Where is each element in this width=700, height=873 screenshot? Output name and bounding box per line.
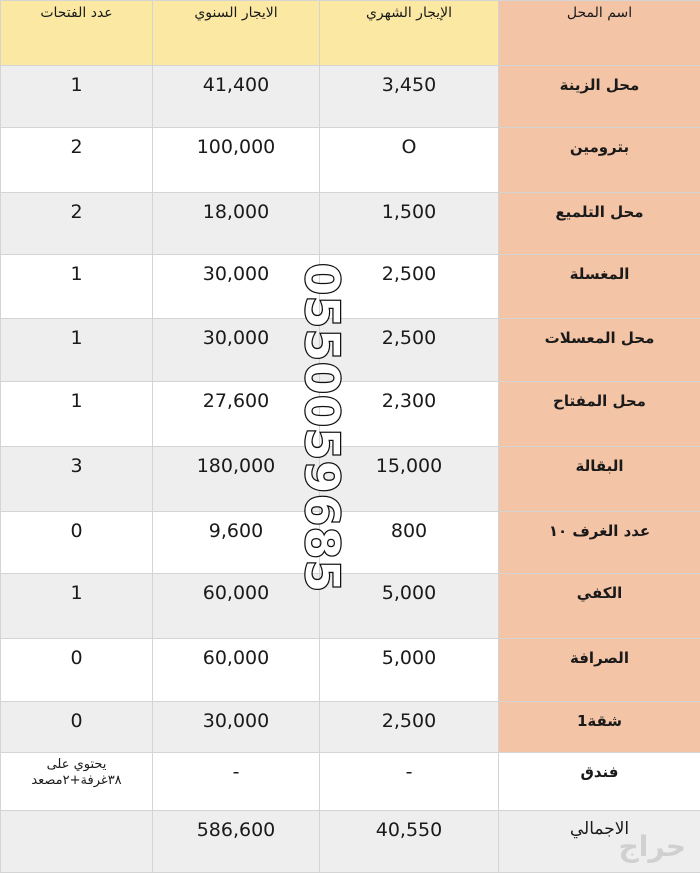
table-row — [1, 447, 700, 512]
annual-rent-cell — [153, 66, 320, 128]
annual-rent-cell — [153, 128, 320, 193]
total-annual-cell-text: 586,600 — [153, 811, 319, 841]
shop-name-cell-text: 1شقة — [499, 702, 700, 730]
shop-name-cell-text: المغسلة — [499, 255, 700, 283]
watermark-logo: حراج — [619, 830, 686, 863]
total-annual-cell — [153, 811, 320, 873]
table-row — [1, 128, 700, 193]
monthly-rent-cell-text: 2,500 — [320, 702, 498, 732]
annual-rent-cell — [153, 193, 320, 255]
header-monthly: الإيجار الشهري — [320, 1, 499, 66]
shop-name-cell — [499, 447, 700, 512]
header-row — [1, 1, 700, 66]
count-cell — [1, 319, 153, 382]
total-count-cell — [1, 811, 153, 873]
annual-rent-cell-text: 30,000 — [153, 255, 319, 285]
table-row — [1, 319, 700, 382]
total-monthly-cell — [320, 811, 499, 873]
shop-name-cell-text: الصرافة — [499, 639, 700, 667]
monthly-rent-cell-text: 5,000 — [320, 639, 498, 669]
monthly-rent-cell-text: 1,500 — [320, 193, 498, 223]
count-cell-text: 1 — [1, 382, 152, 412]
shop-name-cell — [499, 382, 700, 447]
shop-name-cell-text: محل المفتاح — [499, 382, 700, 410]
shop-name-cell — [499, 193, 700, 255]
table-row — [1, 639, 700, 702]
monthly-rent-cell-text: 2,500 — [320, 255, 498, 285]
table-row — [1, 574, 700, 639]
header-annual: الايجار السنوي — [153, 1, 320, 66]
shop-name-cell — [499, 639, 700, 702]
table-row — [1, 255, 700, 319]
count-cell — [1, 574, 153, 639]
hotel-annual-cell — [153, 753, 320, 811]
count-cell-text: 0 — [1, 639, 152, 669]
annual-rent-cell-text: 60,000 — [153, 574, 319, 604]
monthly-rent-cell-text: 2,500 — [320, 319, 498, 349]
count-cell-text: 1 — [1, 574, 152, 604]
count-cell — [1, 702, 153, 753]
count-cell — [1, 512, 153, 574]
table-row — [1, 512, 700, 574]
monthly-rent-cell-text: 3,450 — [320, 66, 498, 96]
monthly-rent-cell — [320, 193, 499, 255]
annual-rent-cell-text: 60,000 — [153, 639, 319, 669]
total-row — [1, 811, 700, 873]
shop-name-cell — [499, 702, 700, 753]
shop-name-cell-text: محل التلميع — [499, 193, 700, 221]
shop-name-cell — [499, 512, 700, 574]
monthly-rent-cell-text: 2,300 — [320, 382, 498, 412]
hotel-row — [1, 753, 700, 811]
table-row — [1, 702, 700, 753]
annual-rent-cell-text: 30,000 — [153, 319, 319, 349]
count-cell-text: 0 — [1, 512, 152, 542]
hotel-note-cell — [1, 753, 153, 811]
header-count: عدد الفتحات — [1, 1, 153, 66]
header-name: اسم المحل — [499, 1, 700, 66]
count-cell — [1, 255, 153, 319]
shop-name-cell-text: عدد الغرف ١٠ — [499, 512, 700, 540]
table-row — [1, 193, 700, 255]
shop-name-cell-text: بترومين — [499, 128, 700, 156]
hotel-monthly-cell — [320, 753, 499, 811]
count-cell-text: 1 — [1, 319, 152, 349]
annual-rent-cell-text: 30,000 — [153, 702, 319, 732]
annual-rent-cell-text: 9,600 — [153, 512, 319, 542]
table-row — [1, 66, 700, 128]
shop-name-cell-text: محل الزينة — [499, 66, 700, 94]
annual-rent-cell-text: 18,000 — [153, 193, 319, 223]
monthly-rent-cell-text: 5,000 — [320, 574, 498, 604]
count-cell — [1, 193, 153, 255]
count-cell — [1, 66, 153, 128]
shop-name-cell — [499, 128, 700, 193]
hotel-name-cell — [499, 753, 700, 811]
monthly-rent-cell-text: 800 — [320, 512, 498, 542]
count-cell — [1, 128, 153, 193]
count-cell-text: 2 — [1, 193, 152, 223]
monthly-rent-cell — [320, 66, 499, 128]
count-cell — [1, 382, 153, 447]
table-row — [1, 382, 700, 447]
annual-rent-cell-text: 27,600 — [153, 382, 319, 412]
count-cell-text: 1 — [1, 255, 152, 285]
monthly-rent-cell-text: O — [320, 128, 498, 158]
count-cell — [1, 447, 153, 512]
hotel-annual-cell-text: - — [153, 753, 319, 783]
shop-name-cell — [499, 574, 700, 639]
count-cell-text: 0 — [1, 702, 152, 732]
monthly-rent-cell-text: 15,000 — [320, 447, 498, 477]
monthly-rent-cell — [320, 639, 499, 702]
count-cell-text: 3 — [1, 447, 152, 477]
shop-name-cell — [499, 255, 700, 319]
total-name-cell-text: الاجمالي — [499, 811, 700, 839]
shop-name-cell — [499, 319, 700, 382]
annual-rent-cell-text: 100,000 — [153, 128, 319, 158]
annual-rent-cell — [153, 702, 320, 753]
annual-rent-cell — [153, 639, 320, 702]
shop-name-cell — [499, 66, 700, 128]
total-count-cell-text — [1, 811, 152, 819]
shop-name-cell-text: البقالة — [499, 447, 700, 475]
count-cell — [1, 639, 153, 702]
hotel-monthly-cell-text: - — [320, 753, 498, 783]
annual-rent-cell-text: 41,400 — [153, 66, 319, 96]
annual-rent-cell-text: 180,000 — [153, 447, 319, 477]
count-cell-text: 1 — [1, 66, 152, 96]
total-monthly-cell-text: 40,550 — [320, 811, 498, 841]
shop-name-cell-text: محل المعسلات — [499, 319, 700, 347]
hotel-note-cell-text: يحتوي على ٣٨غرفة+٢مصعد — [1, 753, 152, 789]
count-cell-text: 2 — [1, 128, 152, 158]
hotel-name-cell-text: فندق — [499, 753, 700, 781]
monthly-rent-cell — [320, 128, 499, 193]
phone-number: 0550059685 — [296, 258, 348, 598]
monthly-rent-cell — [320, 702, 499, 753]
shop-name-cell-text: الكفي — [499, 574, 700, 602]
